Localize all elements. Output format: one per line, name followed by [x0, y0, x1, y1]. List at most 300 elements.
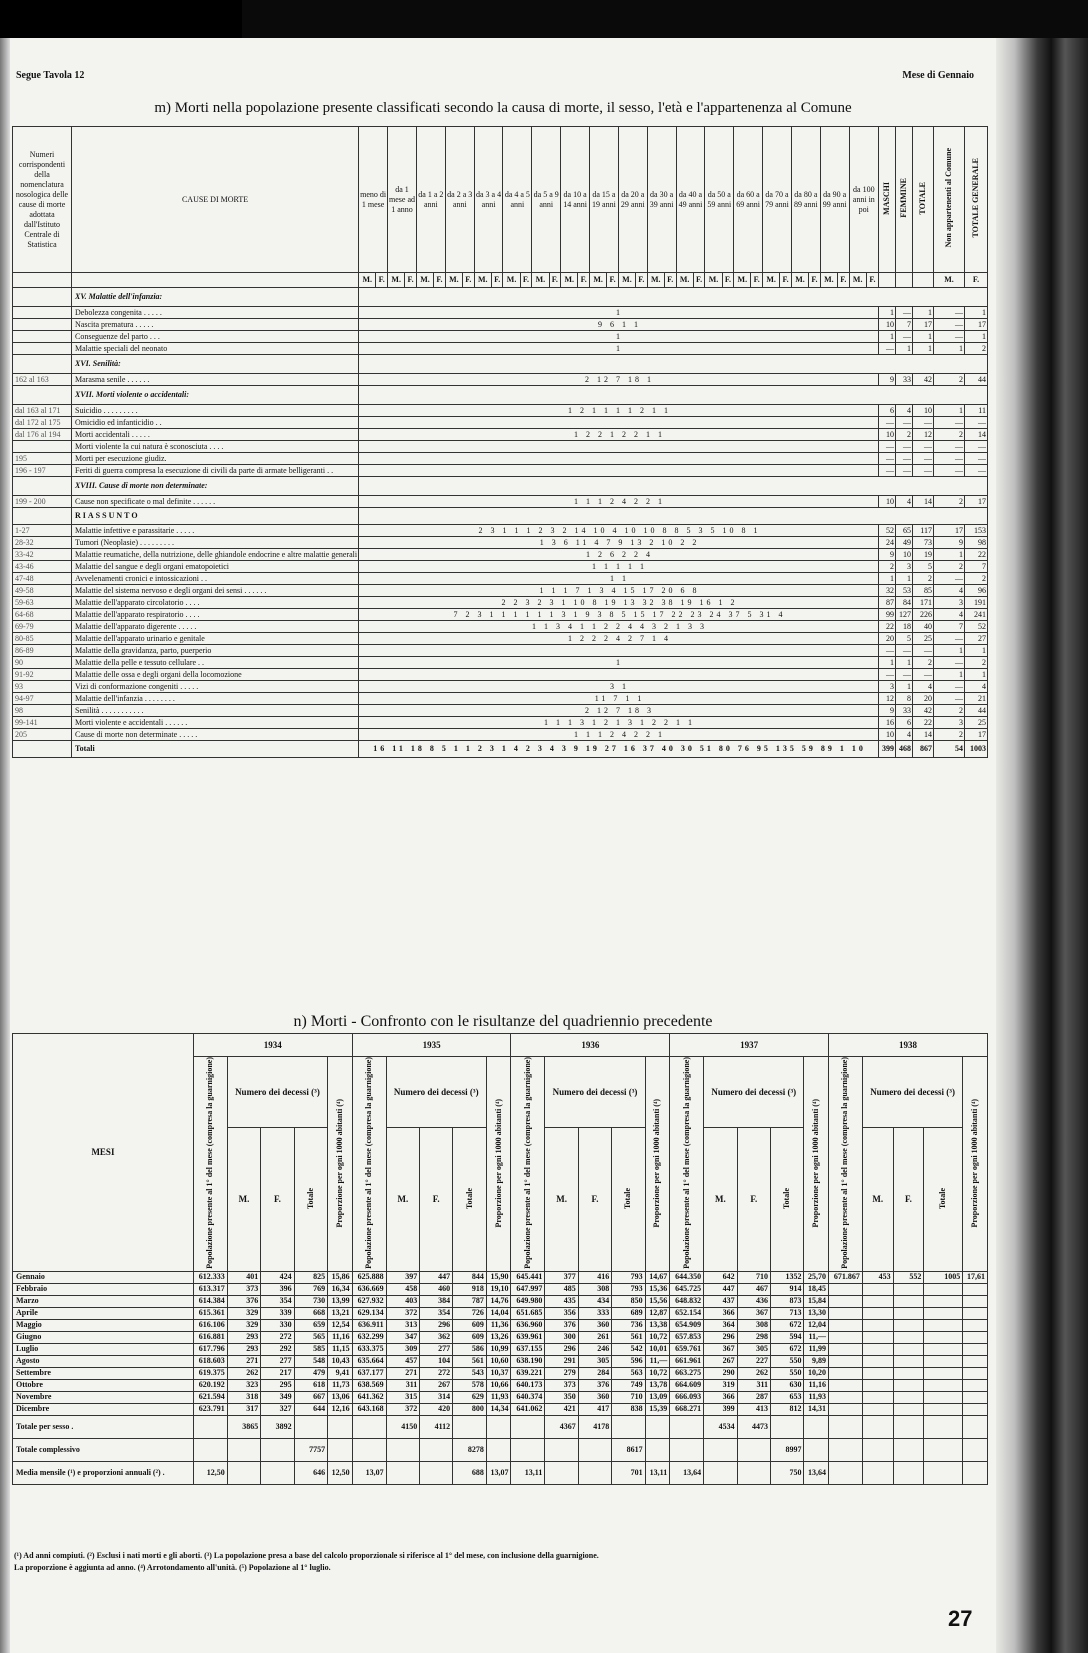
age-group-header: da 30 a 39 anni [647, 127, 676, 273]
month-value: 618.603 [193, 1355, 227, 1367]
row-cause: Senilità . . . . . . . . . . . [72, 705, 359, 717]
month-value [893, 1295, 924, 1307]
row-femmine: 468 [896, 741, 913, 758]
month-value: 399 [704, 1403, 737, 1415]
sex-m-header: M. [416, 273, 433, 288]
summary-value [294, 1415, 327, 1438]
month-value: 339 [261, 1307, 294, 1319]
month-value: 12,54 [328, 1319, 353, 1331]
summary-value [511, 1438, 545, 1461]
sex-f-header: F. [837, 273, 849, 288]
month-value: 10,72 [645, 1367, 670, 1379]
age-group-header: meno di 1 mese [359, 127, 388, 273]
col-cause: CAUSE DI MORTE [72, 127, 359, 273]
month-value: 793 [612, 1271, 645, 1283]
row-maschi: 399 [879, 741, 896, 758]
row-femmine: 4 [896, 496, 913, 508]
row-code [13, 307, 72, 319]
month-value: 14,04 [486, 1307, 511, 1319]
month-value: 645.441 [511, 1271, 545, 1283]
row-code: 69-79 [13, 621, 72, 633]
row-age-values: 1 2 2 2 4 2 7 1 4 [359, 633, 879, 645]
row-age-values [359, 669, 879, 681]
month-name: Dicembre [13, 1403, 194, 1415]
col-deaths-f: F. [893, 1128, 924, 1272]
month-value: 277 [261, 1355, 294, 1367]
month-value: 812 [771, 1403, 804, 1415]
population-label: Popolazione presente al 1° del mese (compresa la guarnigione) [681, 1057, 691, 1269]
month-value: 25,70 [804, 1271, 829, 1283]
sex-m-header: M. [934, 273, 965, 288]
month-value: 360 [578, 1391, 611, 1403]
month-value: 293 [227, 1343, 260, 1355]
row-cause: Suicidio . . . . . . . . . [72, 405, 359, 417]
month-value: 420 [420, 1403, 453, 1415]
month-value: 1352 [771, 1271, 804, 1283]
summary-row [13, 1461, 988, 1484]
row-non-appartenenti: 2 [934, 429, 965, 441]
month-value: 354 [261, 1295, 294, 1307]
row-femmine: — [896, 331, 913, 343]
col-deaths-m: M. [227, 1128, 260, 1272]
month-value: 10,43 [328, 1355, 353, 1367]
month-value [862, 1355, 893, 1367]
row-totale-generale: — [965, 441, 988, 453]
row-femmine: 18 [896, 621, 913, 633]
sex-f-header: F. [965, 273, 988, 288]
sex-f-header: F. [636, 273, 648, 288]
month-value [893, 1283, 924, 1295]
age-group-header: da 90 a 99 anni [820, 127, 849, 273]
month-row [13, 1367, 988, 1379]
row-totale: 17 [913, 319, 934, 331]
month-value [862, 1319, 893, 1331]
table-row [13, 386, 988, 405]
row-non-appartenenti: 17 [934, 525, 965, 537]
table-m-title: m) Morti nella popolazione presente classificati secondo la causa di morte, il sesso, l'età e l'appartenenza al Comune [154, 100, 852, 116]
table-row [13, 355, 988, 374]
month-row [13, 1271, 988, 1283]
col-femmine: FEMMINE [896, 127, 913, 273]
summary-value: 8278 [453, 1438, 487, 1461]
row-filler [359, 288, 988, 307]
month-value: 279 [545, 1367, 578, 1379]
month-value: 668 [294, 1307, 327, 1319]
table-row [13, 537, 988, 549]
summary-value [771, 1415, 804, 1438]
month-value [829, 1331, 863, 1343]
row-femmine: 1 [896, 657, 913, 669]
year-header: 1935 [352, 1034, 511, 1057]
month-value: 542 [612, 1343, 645, 1355]
running-header-left: Segue Tavola 12 [16, 70, 85, 81]
month-value: 457 [386, 1355, 420, 1367]
month-row [13, 1379, 988, 1391]
month-value: 227 [737, 1355, 770, 1367]
month-value: 15,36 [645, 1283, 670, 1295]
month-value: 309 [386, 1343, 420, 1355]
month-value: 13,99 [328, 1295, 353, 1307]
row-totale: 4 [913, 681, 934, 693]
month-value: 649.980 [511, 1295, 545, 1307]
table-row [13, 561, 988, 573]
month-value: 397 [386, 1271, 420, 1283]
row-femmine: — [896, 453, 913, 465]
row-femmine: — [896, 669, 913, 681]
month-value [862, 1343, 893, 1355]
proportion-label: Proporzione per ogni 1000 abitanti (⁴) [970, 1098, 980, 1228]
month-value: 635.664 [352, 1355, 386, 1367]
summary-row [13, 1438, 988, 1461]
row-maschi: — [879, 343, 896, 355]
row-code [13, 288, 72, 307]
month-value: 11,36 [486, 1319, 511, 1331]
month-value [829, 1367, 863, 1379]
summary-value [261, 1461, 294, 1484]
month-value [924, 1283, 963, 1295]
summary-value [737, 1461, 770, 1484]
month-value: 873 [771, 1295, 804, 1307]
month-value: 434 [578, 1295, 611, 1307]
age-group-header: da 60 a 69 anni [734, 127, 763, 273]
month-value: 367 [737, 1307, 770, 1319]
row-totale-generale: 44 [965, 374, 988, 386]
month-value: 561 [453, 1355, 487, 1367]
summary-value [578, 1438, 611, 1461]
row-age-values: 1 [359, 657, 879, 669]
row-totale: — [913, 669, 934, 681]
row-age-values: 1 [359, 331, 879, 343]
month-value: 639.221 [511, 1367, 545, 1379]
month-value: 623.791 [193, 1403, 227, 1415]
summary-value [511, 1415, 545, 1438]
month-value: 596 [612, 1355, 645, 1367]
row-non-appartenenti: 3 [934, 597, 965, 609]
row-code: 33-42 [13, 549, 72, 561]
table-row [13, 585, 988, 597]
month-value: 311 [737, 1379, 770, 1391]
row-non-appartenenti: 4 [934, 609, 965, 621]
row-code: 93 [13, 681, 72, 693]
col-deaths-m: M. [862, 1128, 893, 1272]
row-totale-generale: 2 [965, 573, 988, 585]
month-value [924, 1379, 963, 1391]
month-value: 19,10 [486, 1283, 511, 1295]
row-totale-generale: 17 [965, 729, 988, 741]
scan-top-band [242, 0, 1088, 38]
month-value: 384 [420, 1295, 453, 1307]
col-proportion [804, 1057, 829, 1272]
month-value: 585 [294, 1343, 327, 1355]
row-maschi: 99 [879, 609, 896, 621]
month-value: 644 [294, 1403, 327, 1415]
row-code: 28-32 [13, 537, 72, 549]
row-non-appartenenti: — [934, 573, 965, 585]
month-value: 360 [578, 1319, 611, 1331]
row-totale: 171 [913, 597, 934, 609]
month-value: 327 [261, 1403, 294, 1415]
proportion-label: Proporzione per ogni 1000 abitanti (⁴) [493, 1098, 503, 1228]
month-value: 668.271 [670, 1403, 704, 1415]
month-value: 293 [227, 1331, 260, 1343]
month-value [862, 1307, 893, 1319]
month-name: Luglio [13, 1343, 194, 1355]
summary-value: 12,50 [193, 1461, 227, 1484]
month-value: 373 [227, 1283, 260, 1295]
month-value: 413 [737, 1403, 770, 1415]
table-row [13, 669, 988, 681]
col-proportion [645, 1057, 670, 1272]
row-totale: 85 [913, 585, 934, 597]
summary-value: 4473 [737, 1415, 770, 1438]
month-value: 730 [294, 1295, 327, 1307]
summary-value: 4367 [545, 1415, 578, 1438]
summary-value: 13,11 [645, 1461, 670, 1484]
month-value: 647.997 [511, 1283, 545, 1295]
sex-f-header: F. [434, 273, 446, 288]
row-totale-generale: 7 [965, 561, 988, 573]
table-row [13, 621, 988, 633]
summary-value: 4112 [420, 1415, 453, 1438]
summary-value: 4150 [386, 1415, 420, 1438]
month-value [963, 1343, 988, 1355]
row-cause: XVIII. Cause di morte non determinate: [72, 477, 359, 496]
row-filler [359, 508, 988, 525]
month-value: 300 [545, 1331, 578, 1343]
row-cause: Totali [72, 741, 359, 758]
age-group-header: da 1 mese ad 1 anno [388, 127, 417, 273]
col-deaths: Numero dei decessi (³) [862, 1057, 962, 1128]
month-value [924, 1367, 963, 1379]
month-value: 272 [420, 1367, 453, 1379]
row-cause: RIASSUNTO [72, 508, 359, 525]
month-value: 637.177 [352, 1367, 386, 1379]
summary-value [545, 1438, 578, 1461]
month-value: 15,84 [804, 1295, 829, 1307]
month-value [963, 1379, 988, 1391]
month-value: 663.275 [670, 1367, 704, 1379]
col-deaths-total [924, 1128, 963, 1272]
month-name: Maggio [13, 1319, 194, 1331]
summary-value [862, 1438, 893, 1461]
sex-m-header: M. [676, 273, 693, 288]
month-value [862, 1367, 893, 1379]
row-non-appartenenti: — [934, 331, 965, 343]
row-maschi: 22 [879, 621, 896, 633]
age-group-header: da 50 a 59 anni [705, 127, 734, 273]
sex-m-header: M. [503, 273, 520, 288]
row-femmine: 33 [896, 705, 913, 717]
summary-value [924, 1438, 963, 1461]
month-value [862, 1331, 893, 1343]
running-header-right: Mese di Gennaio [902, 70, 974, 81]
col-population [829, 1057, 863, 1272]
row-totale-generale: 52 [965, 621, 988, 633]
month-value: 616.881 [193, 1331, 227, 1343]
table-row [13, 307, 988, 319]
month-value: 267 [704, 1355, 737, 1367]
month-row [13, 1331, 988, 1343]
row-non-appartenenti: — [934, 307, 965, 319]
row-totale-generale: 96 [965, 585, 988, 597]
month-value: 578 [453, 1379, 487, 1391]
summary-value: 8617 [612, 1438, 645, 1461]
row-totale-generale: 1003 [965, 741, 988, 758]
month-value: 11,15 [328, 1343, 353, 1355]
row-totale-generale: 153 [965, 525, 988, 537]
month-value: 713 [771, 1307, 804, 1319]
col-proportion [328, 1057, 353, 1272]
document-page [10, 38, 996, 1653]
row-code [13, 477, 72, 496]
sex-m-header: M. [791, 273, 808, 288]
row-filler [359, 386, 988, 405]
row-non-appartenenti: 1 [934, 549, 965, 561]
col-deaths-f: F. [737, 1128, 770, 1272]
age-group-header: da 20 a 29 anni [618, 127, 647, 273]
row-maschi: 10 [879, 496, 896, 508]
month-value: 616.106 [193, 1319, 227, 1331]
row-totale-generale: 1 [965, 669, 988, 681]
row-code: 98 [13, 705, 72, 717]
summary-value [893, 1415, 924, 1438]
row-totale-generale: — [965, 417, 988, 429]
row-age-values: 1 [359, 343, 879, 355]
month-value: 769 [294, 1283, 327, 1295]
age-group-header: da 15 a 19 anni [590, 127, 619, 273]
row-code: 205 [13, 729, 72, 741]
sex-m-header: M. [474, 273, 491, 288]
row-femmine: 127 [896, 609, 913, 621]
proportion-label: Proporzione per ogni 1000 abitanti (⁴) [652, 1098, 662, 1228]
month-value [893, 1367, 924, 1379]
row-age-values: 1 1 1 1 1 [359, 561, 879, 573]
row-totale: 117 [913, 525, 934, 537]
summary-value: 7757 [294, 1438, 327, 1461]
month-value: 629.134 [352, 1307, 386, 1319]
row-code [13, 386, 72, 405]
month-value: 787 [453, 1295, 487, 1307]
month-value: 621.594 [193, 1391, 227, 1403]
row-maschi: 16 [879, 717, 896, 729]
row-maschi: 1 [879, 573, 896, 585]
row-code [13, 741, 72, 758]
sex-f-header: F. [578, 273, 590, 288]
row-cause: XV. Malattie dell'infanzia: [72, 288, 359, 307]
year-header: 1934 [193, 1034, 352, 1057]
month-value: 552 [893, 1271, 924, 1283]
year-header: 1936 [511, 1034, 670, 1057]
row-non-appartenenti: 1 [934, 669, 965, 681]
month-value: 372 [386, 1403, 420, 1415]
row-totale: 5 [913, 561, 934, 573]
month-name: Agosto [13, 1355, 194, 1367]
row-non-appartenenti: — [934, 319, 965, 331]
month-value: 651.685 [511, 1307, 545, 1319]
age-group-header: da 80 a 89 anni [791, 127, 820, 273]
row-totale: 42 [913, 705, 934, 717]
row-cause: Vizi di conformazione congeniti . . . . . [72, 681, 359, 693]
row-totale-generale: 11 [965, 405, 988, 417]
summary-value: 4178 [578, 1415, 611, 1438]
month-value: 261 [578, 1331, 611, 1343]
row-cause: Feriti di guerra compresa la esecuzione di civili da parte di armate belligeranti . . [72, 465, 359, 477]
row-femmine: 1 [896, 681, 913, 693]
col-population [352, 1057, 386, 1272]
month-value: 13,30 [804, 1307, 829, 1319]
row-age-values: 7 2 3 1 1 1 1 1 1 3 1 9 3 8 5 15 17 22 23 24 37 5 31 4 [359, 609, 879, 621]
month-value: 11,93 [804, 1391, 829, 1403]
sex-m-header: M. [532, 273, 549, 288]
month-value: 284 [578, 1367, 611, 1379]
summary-value [829, 1461, 863, 1484]
row-cause: Malattie della pelle e tessuto cellulare . . [72, 657, 359, 669]
table-row [13, 633, 988, 645]
month-value [829, 1379, 863, 1391]
year-header: 1937 [670, 1034, 829, 1057]
row-totale: 226 [913, 609, 934, 621]
row-femmine: 6 [896, 717, 913, 729]
row-totale-generale: 17 [965, 496, 988, 508]
row-cause: Tumori (Neoplasie) . . . . . . . . . [72, 537, 359, 549]
month-value: 629 [453, 1391, 487, 1403]
scan-top-black [0, 0, 242, 38]
summary-value [420, 1438, 453, 1461]
row-totale-generale: 1 [965, 331, 988, 343]
month-value: 11,99 [804, 1343, 829, 1355]
month-value: 726 [453, 1307, 487, 1319]
month-value: 9,41 [328, 1367, 353, 1379]
table-row [13, 429, 988, 441]
sex-m-header: M. [763, 273, 780, 288]
table-row [13, 417, 988, 429]
row-cause: Morti per esecuzione giudiz. [72, 453, 359, 465]
month-value: 543 [453, 1367, 487, 1379]
footnote-line-2: La proporzione è aggiunta ad anno. (⁴) Arrotondamento all'unità. (⁵) Popolazione al 1° luglio. [14, 1563, 331, 1572]
row-age-values: 1 1 3 4 1 1 2 2 4 4 3 2 1 3 3 [359, 621, 879, 633]
month-value: 298 [737, 1331, 770, 1343]
sex-f-header: F. [751, 273, 763, 288]
summary-value [862, 1415, 893, 1438]
row-maschi: 3 [879, 681, 896, 693]
month-value [829, 1343, 863, 1355]
month-value: 11,— [804, 1331, 829, 1343]
month-value: 271 [386, 1367, 420, 1379]
summary-value [704, 1461, 737, 1484]
row-maschi: 52 [879, 525, 896, 537]
row-filler [359, 355, 988, 374]
month-value: 396 [261, 1283, 294, 1295]
summary-value [645, 1438, 670, 1461]
sex-f-header: F. [376, 273, 388, 288]
month-value: 262 [737, 1367, 770, 1379]
month-value: 15,39 [645, 1403, 670, 1415]
col-population [193, 1057, 227, 1272]
row-totale: 25 [913, 633, 934, 645]
month-value: 825 [294, 1271, 327, 1283]
month-value: 319 [704, 1379, 737, 1391]
row-code: 47-48 [13, 573, 72, 585]
summary-value [645, 1415, 670, 1438]
summary-value [193, 1415, 227, 1438]
month-value: 627.932 [352, 1295, 386, 1307]
table-row [13, 319, 988, 331]
month-value: 376 [545, 1319, 578, 1331]
table-row [13, 741, 988, 758]
row-non-appartenenti: 2 [934, 374, 965, 386]
summary-value [328, 1415, 353, 1438]
month-row [13, 1295, 988, 1307]
